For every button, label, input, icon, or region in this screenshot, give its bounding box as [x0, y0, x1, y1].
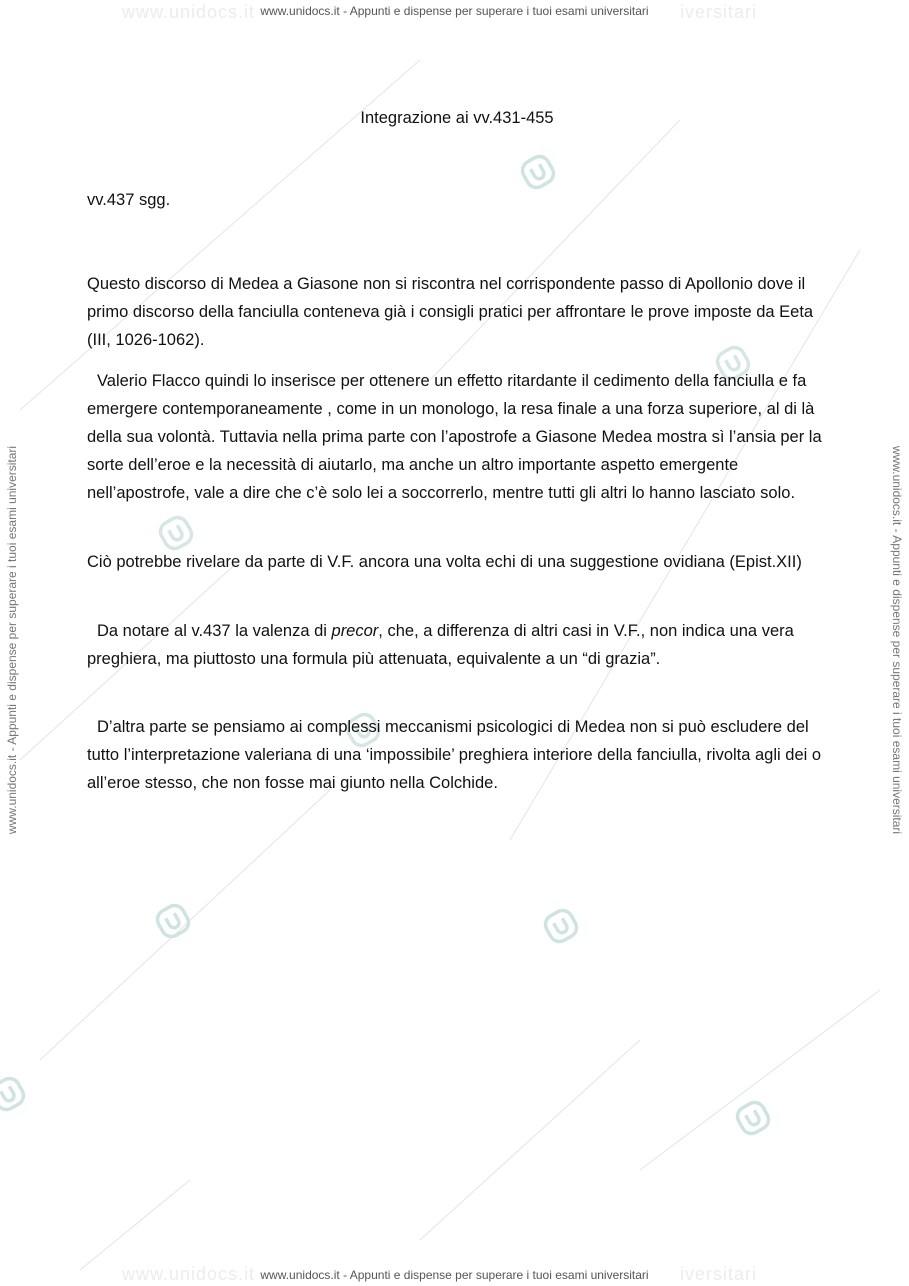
unidocs-logo-icon [158, 515, 194, 551]
watermark-ghost-text: www.unidocs.it [122, 1264, 256, 1284]
unidocs-logo-icon [543, 908, 579, 944]
paragraph: Valerio Flacco quindi lo inserisce per ottenere un effetto ritardante il cedimento della fanciulla e fa emergere contemporaneamente , come in un monologo, la resa finale a una forza superiore, al di là della sua volontà. Tuttavia nella prima parte con l’apostrofe a Giasone Medea mostra sì l’ansia per la sorte dell’eroe e la necessità di aiutarlo, ma anche un altro importante aspetto emergente nell’apostrofe, vale a dire che c’è solo lei a soccorrerlo, mentre tutti gli altri lo hanno lasciato solo. [87, 372, 822, 502]
unidocs-logo-icon [520, 154, 556, 190]
paragraph: D’altra parte se pensiamo ai complessi meccanismi psicologici di Medea non si può escludere del tutto l’interpretazione valeriana di una ‘impossibile’ preghiera interiore della fanciulla, rivolta agli dei o all’eroe stesso, che non fosse mai giunto nella Colchide. [87, 718, 822, 792]
watermark-header: www.unidocs.it - Appunti e dispense per superare i tuoi esami universitari [260, 4, 649, 18]
document-title: Integrazione ai vv.431-455 [360, 109, 554, 127]
watermark-ghost-suffix: iversitari [680, 2, 758, 22]
unidocs-logo-icon [735, 1100, 771, 1136]
unidocs-logo-icon [155, 903, 191, 939]
unidocs-logo-icon [0, 1076, 26, 1112]
watermark-ghost-text: www.unidocs.it [122, 2, 256, 22]
watermark-right: www.unidocs.it - Appunti e dispense per superare i tuoi esami universitari [890, 445, 904, 835]
paragraph-text: , che, a differenza di altri casi in V.F., non indica una vera preghiera, ma piuttosto una formula più attenuata, equivalente a un “di grazia”. [87, 622, 794, 668]
watermark-ghost-suffix: iversitari [680, 1264, 758, 1284]
watermark-left: www.unidocs.it - Appunti e dispense per superare i tuoi esami universitari [5, 445, 19, 835]
paragraph: Questo discorso di Medea a Giasone non si riscontra nel corrispondente passo di Apollonio dove il primo discorso della fanciulla conteneva già i consigli pratici per affrontare le prove imposte da Eeta (III, 1026-1062). [87, 275, 814, 349]
document-subheading: vv.437 sgg. [87, 191, 171, 209]
paragraph-text: Da notare al v.437 la valenza di [97, 622, 332, 640]
paragraph [87, 617, 827, 673]
watermark-footer: www.unidocs.it - Appunti e dispense per superare i tuoi esami universitari [260, 1268, 649, 1282]
paragraph: Ciò potrebbe rivelare da parte di V.F. ancora una volta echi di una suggestione ovidiana (Epist.XII) [87, 553, 802, 571]
italic-term: precor [331, 622, 379, 640]
